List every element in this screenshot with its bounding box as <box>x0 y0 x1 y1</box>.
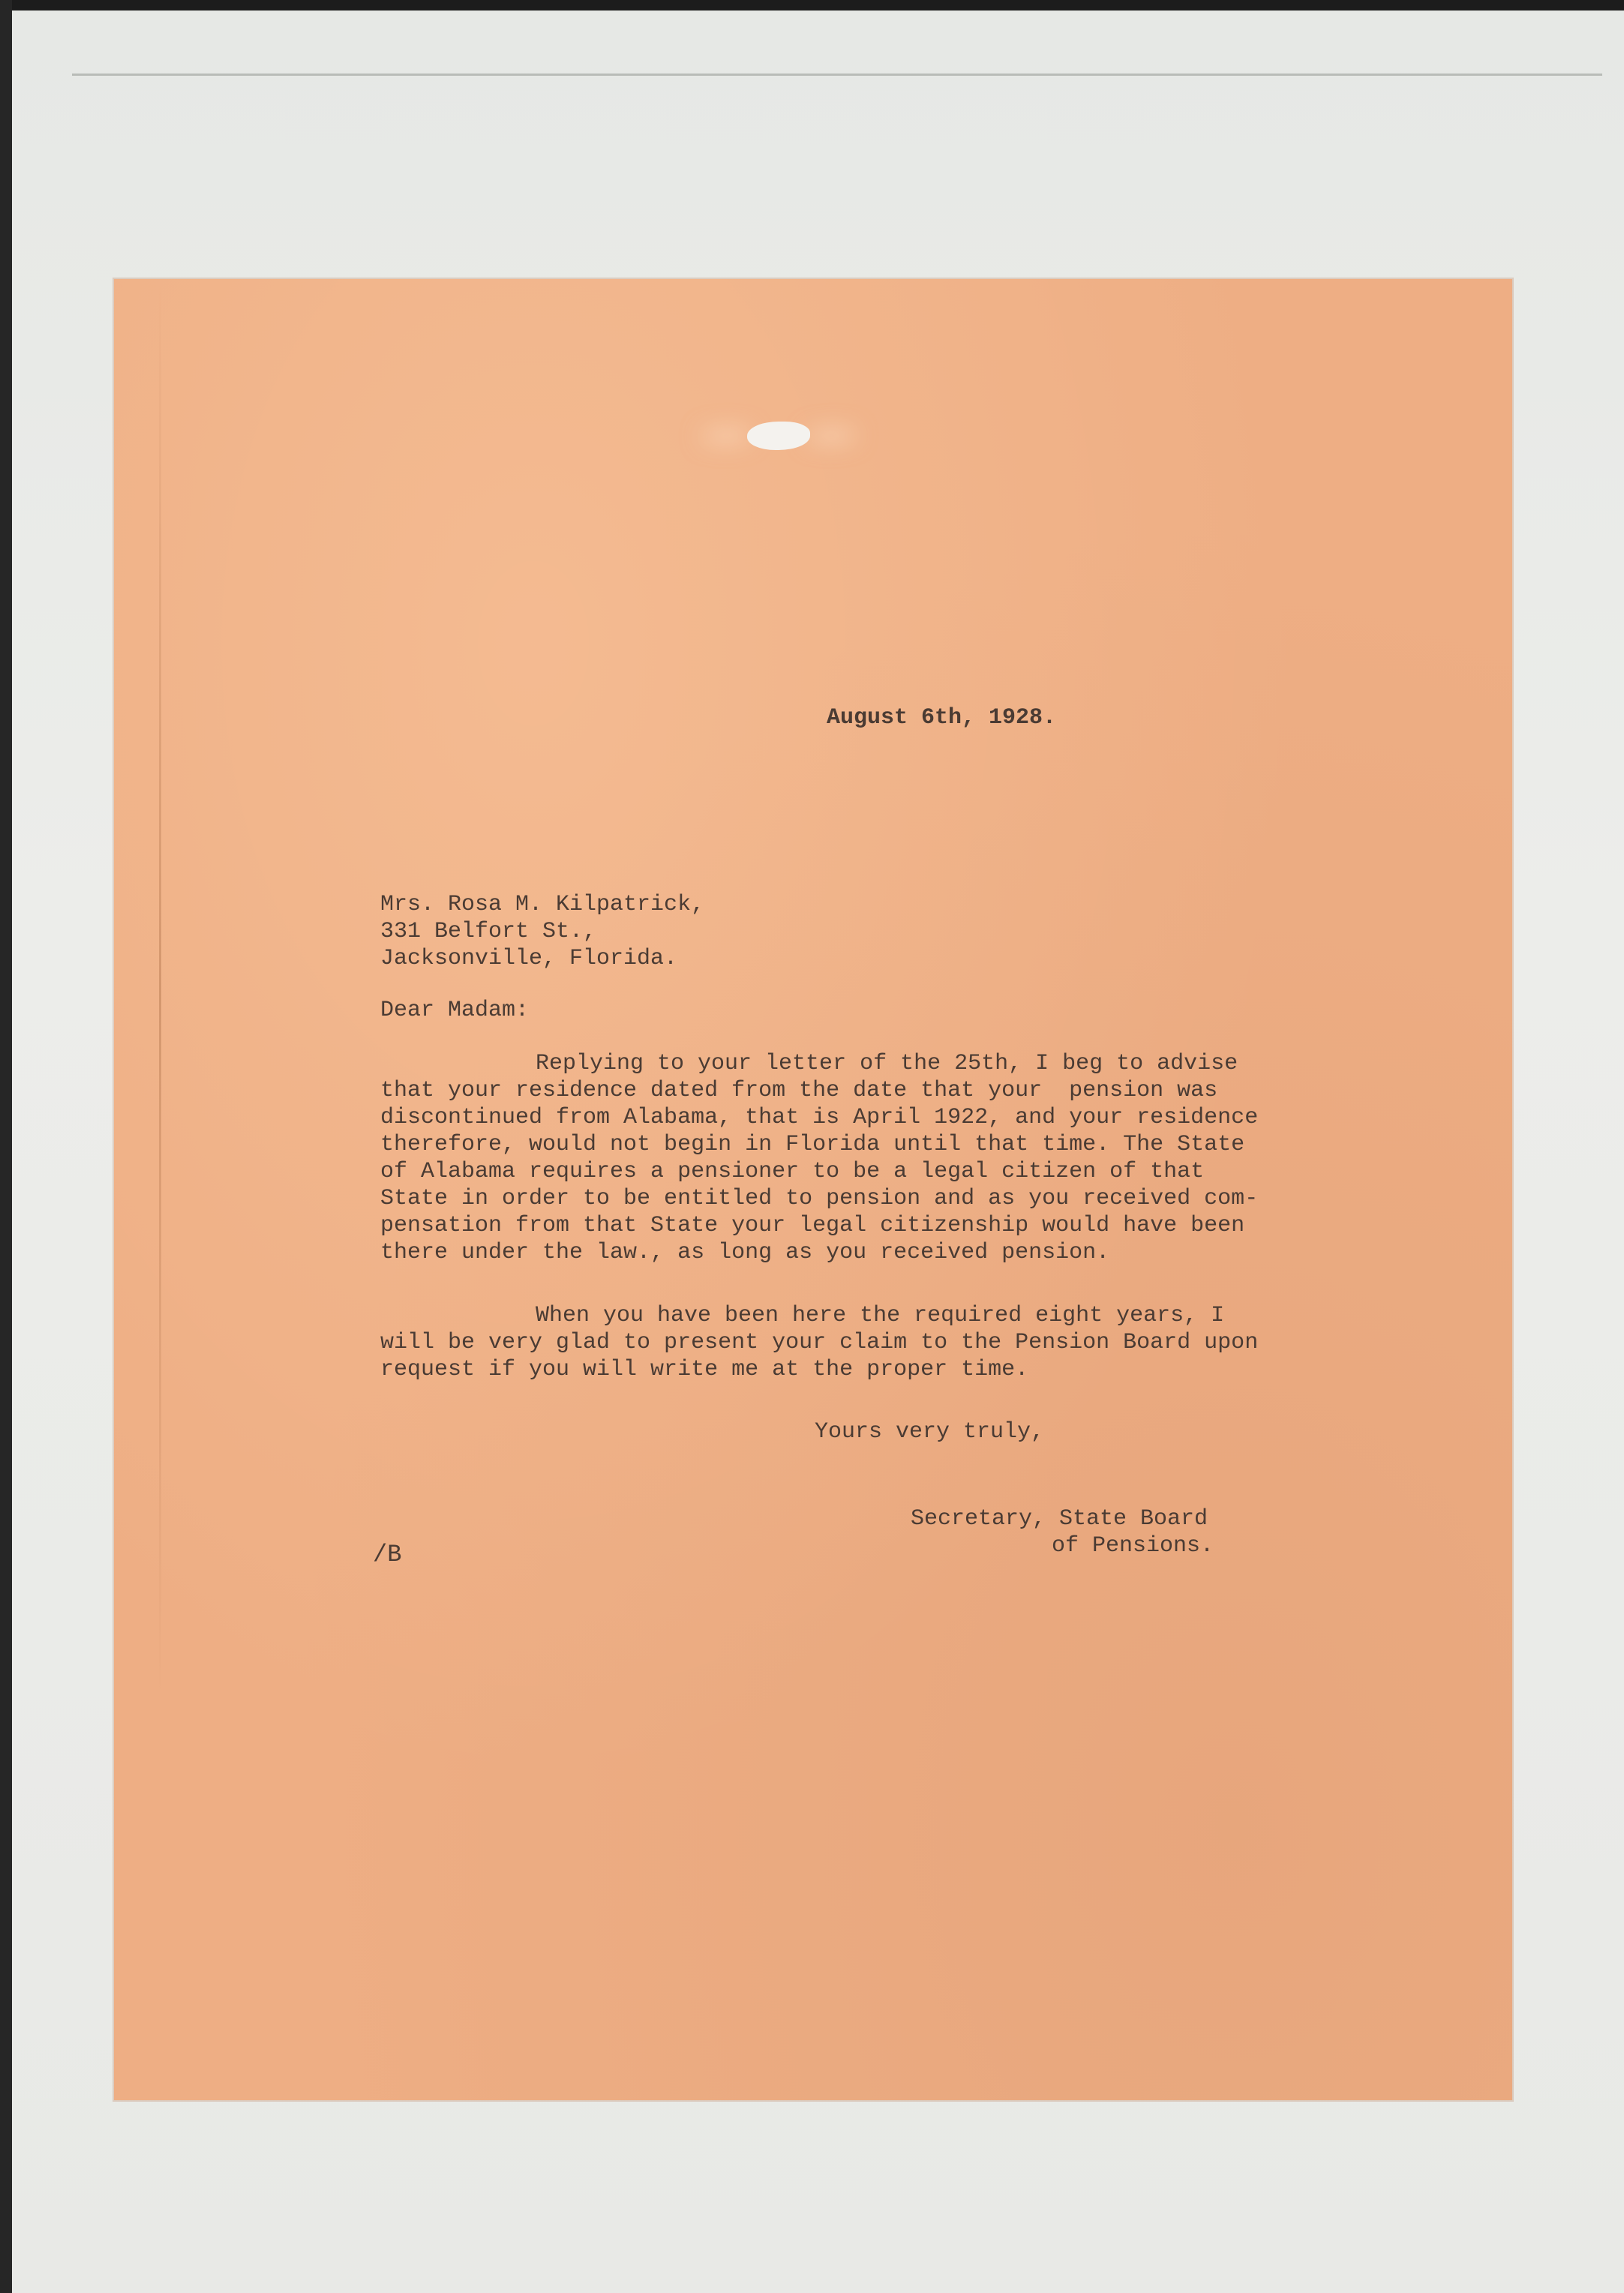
salutation: Dear Madam: <box>380 998 530 1023</box>
body-paragraph-1-line: State in order to be entitled to pension and as you received com- <box>380 1186 1259 1211</box>
scan-artifact-line <box>72 74 1602 76</box>
complimentary-closing: Yours very truly, <box>815 1419 1045 1445</box>
body-paragraph-1-line: that your residence dated from the date that your pension was <box>380 1078 1218 1103</box>
signature-title-continued: of Pensions. <box>1052 1533 1214 1559</box>
paper-crease <box>159 279 161 1704</box>
scanner-top-edge <box>0 0 1624 11</box>
body-paragraph-1-line: discontinued from Alabama, that is April 1922, and your residence <box>380 1105 1259 1130</box>
body-paragraph-1-line: there under the law., as long as you received pension. <box>380 1240 1110 1265</box>
body-paragraph-1-line: of Alabama requires a pensioner to be a legal citizen of that <box>380 1159 1205 1184</box>
typist-initials: /B <box>373 1541 402 1568</box>
body-paragraph-2-line: will be very glad to present your claim to the Pension Board upon <box>380 1330 1259 1355</box>
body-paragraph-2-line: When you have been here the required eight years, I <box>536 1303 1225 1328</box>
letter-date: August 6th, 1928. <box>827 705 1057 731</box>
staple-hole <box>747 422 810 450</box>
body-paragraph-1-line: Replying to your letter of the 25th, I beg to advise <box>536 1051 1238 1076</box>
recipient-name: Mrs. Rosa M. Kilpatrick, <box>380 892 705 917</box>
signature-title: Secretary, State Board <box>911 1506 1208 1532</box>
letter-paper <box>114 279 1512 2100</box>
body-paragraph-2-line: request if you will write me at the proper time. <box>380 1357 1029 1382</box>
scanner-left-edge <box>0 0 12 2293</box>
body-paragraph-1-line: therefore, would not begin in Florida until that time. The State <box>380 1132 1245 1157</box>
recipient-city: Jacksonville, Florida. <box>380 946 678 971</box>
recipient-street: 331 Belfort St., <box>380 919 597 944</box>
body-paragraph-1-line: pensation from that State your legal citizenship would have been <box>380 1213 1245 1238</box>
